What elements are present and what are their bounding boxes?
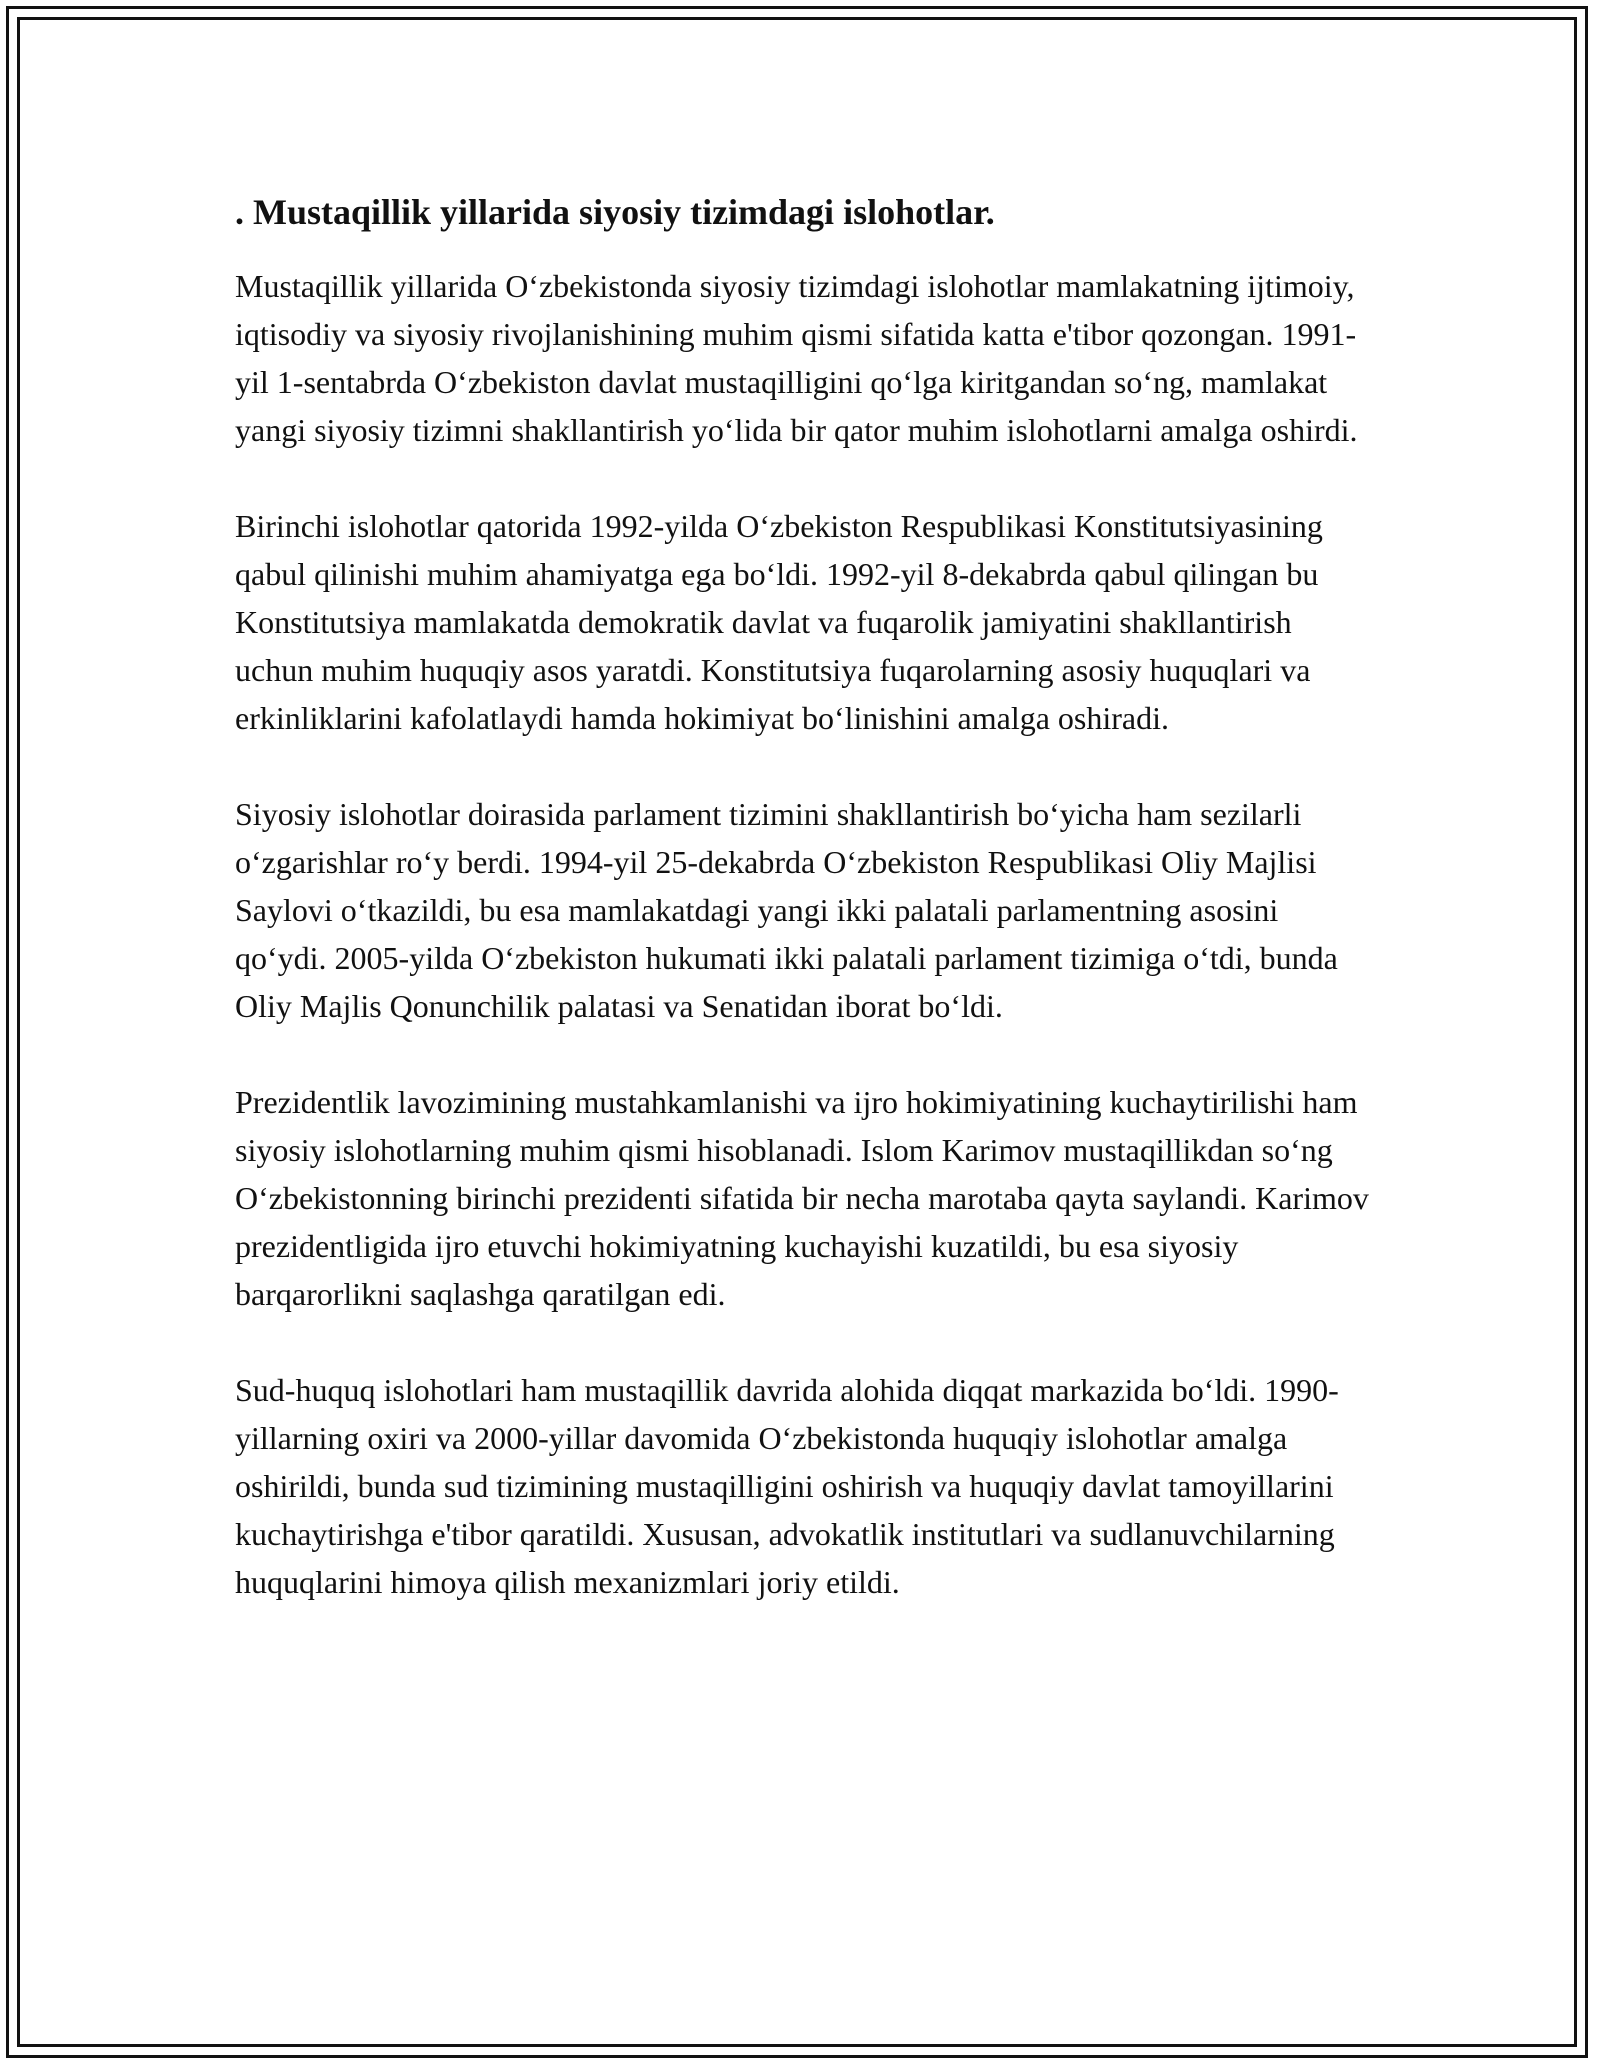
document-body	[235, 188, 1370, 1654]
paragraph-2: Birinchi islohotlar qatorida 1992-yilda O‘zbekiston Respublikasi Konstitutsiyasining qabul qilinishi muhim ahamiyatga ega bo‘ldi. 1992-yil 8-dekabrda qabul qilingan bu Konstitutsiya mamlakatda demokratik davlat va fuqarolik jamiyatini shakllantirish uchun muhim huquqiy asos yaratdi. Konstitutsiya fuqarolarning asosiy huquqlari va erkinliklarini kafolatlaydi hamda hokimiyat bo‘linishini amalga oshiradi.	[235, 508, 1323, 736]
document-title: . Mustaqillik yillarida siyosiy tizimdagi islohotlar.	[235, 192, 995, 232]
paragraph-5: Sud-huquq islohotlari ham mustaqillik davrida alohida diqqat markazida bo‘ldi. 1990-yillarning oxiri va 2000-yillar davomida O‘zbekistonda huquqiy islohotlar amalga oshirildi, bunda sud tizimining mustaqilligini oshirish va huquqiy davlat tamoyillarini kuchaytirishga e'tibor qaratildi. Xususan, advokatlik institutlari va sudlanuvchilarning huquqlarini himoya qilish mexanizmlari joriy etildi.	[235, 1372, 1339, 1600]
paragraph-1: Mustaqillik yillarida O‘zbekistonda siyosiy tizimdagi islohotlar mamlakatning ijtimoiy, iqtisodiy va siyosiy rivojlanishining muhim qismi sifatida katta e'tibor qozongan. 1991-yil 1-sentabrda O‘zbekiston davlat mustaqilligini qo‘lga kiritgandan so‘ng, mamlakat yangi siyosiy tizimni shakllantirish yo‘lida bir qator muhim islohotlarni amalga oshirdi.	[235, 268, 1358, 448]
paragraph-3: Siyosiy islohotlar doirasida parlament tizimini shakllantirish bo‘yicha ham sezilarli o‘zgarishlar ro‘y berdi. 1994-yil 25-dekabrda O‘zbekiston Respublikasi Oliy Majlisi Saylovi o‘tkazildi, bu esa mamlakatdagi yangi ikki palatali parlamentning asosini qo‘ydi. 2005-yilda O‘zbekiston hukumati ikki palatali parlament tizimiga o‘tdi, bunda Oliy Majlis Qonunchilik palatasi va Senatidan iborat bo‘ldi.	[235, 796, 1338, 1024]
paragraph-4: Prezidentlik lavozimining mustahkamlanishi va ijro hokimiyatining kuchaytirilishi ham siyosiy islohotlarning muhim qismi hisoblanadi. Islom Karimov mustaqillikdan so‘ng O‘zbekistonning birinchi prezidenti sifatida bir necha marotaba qayta saylandi. Karimov prezidentligida ijro etuvchi hokimiyatning kuchayishi kuzatildi, bu esa siyosiy barqarorlikni saqlashga qaratilgan edi.	[235, 1084, 1369, 1312]
